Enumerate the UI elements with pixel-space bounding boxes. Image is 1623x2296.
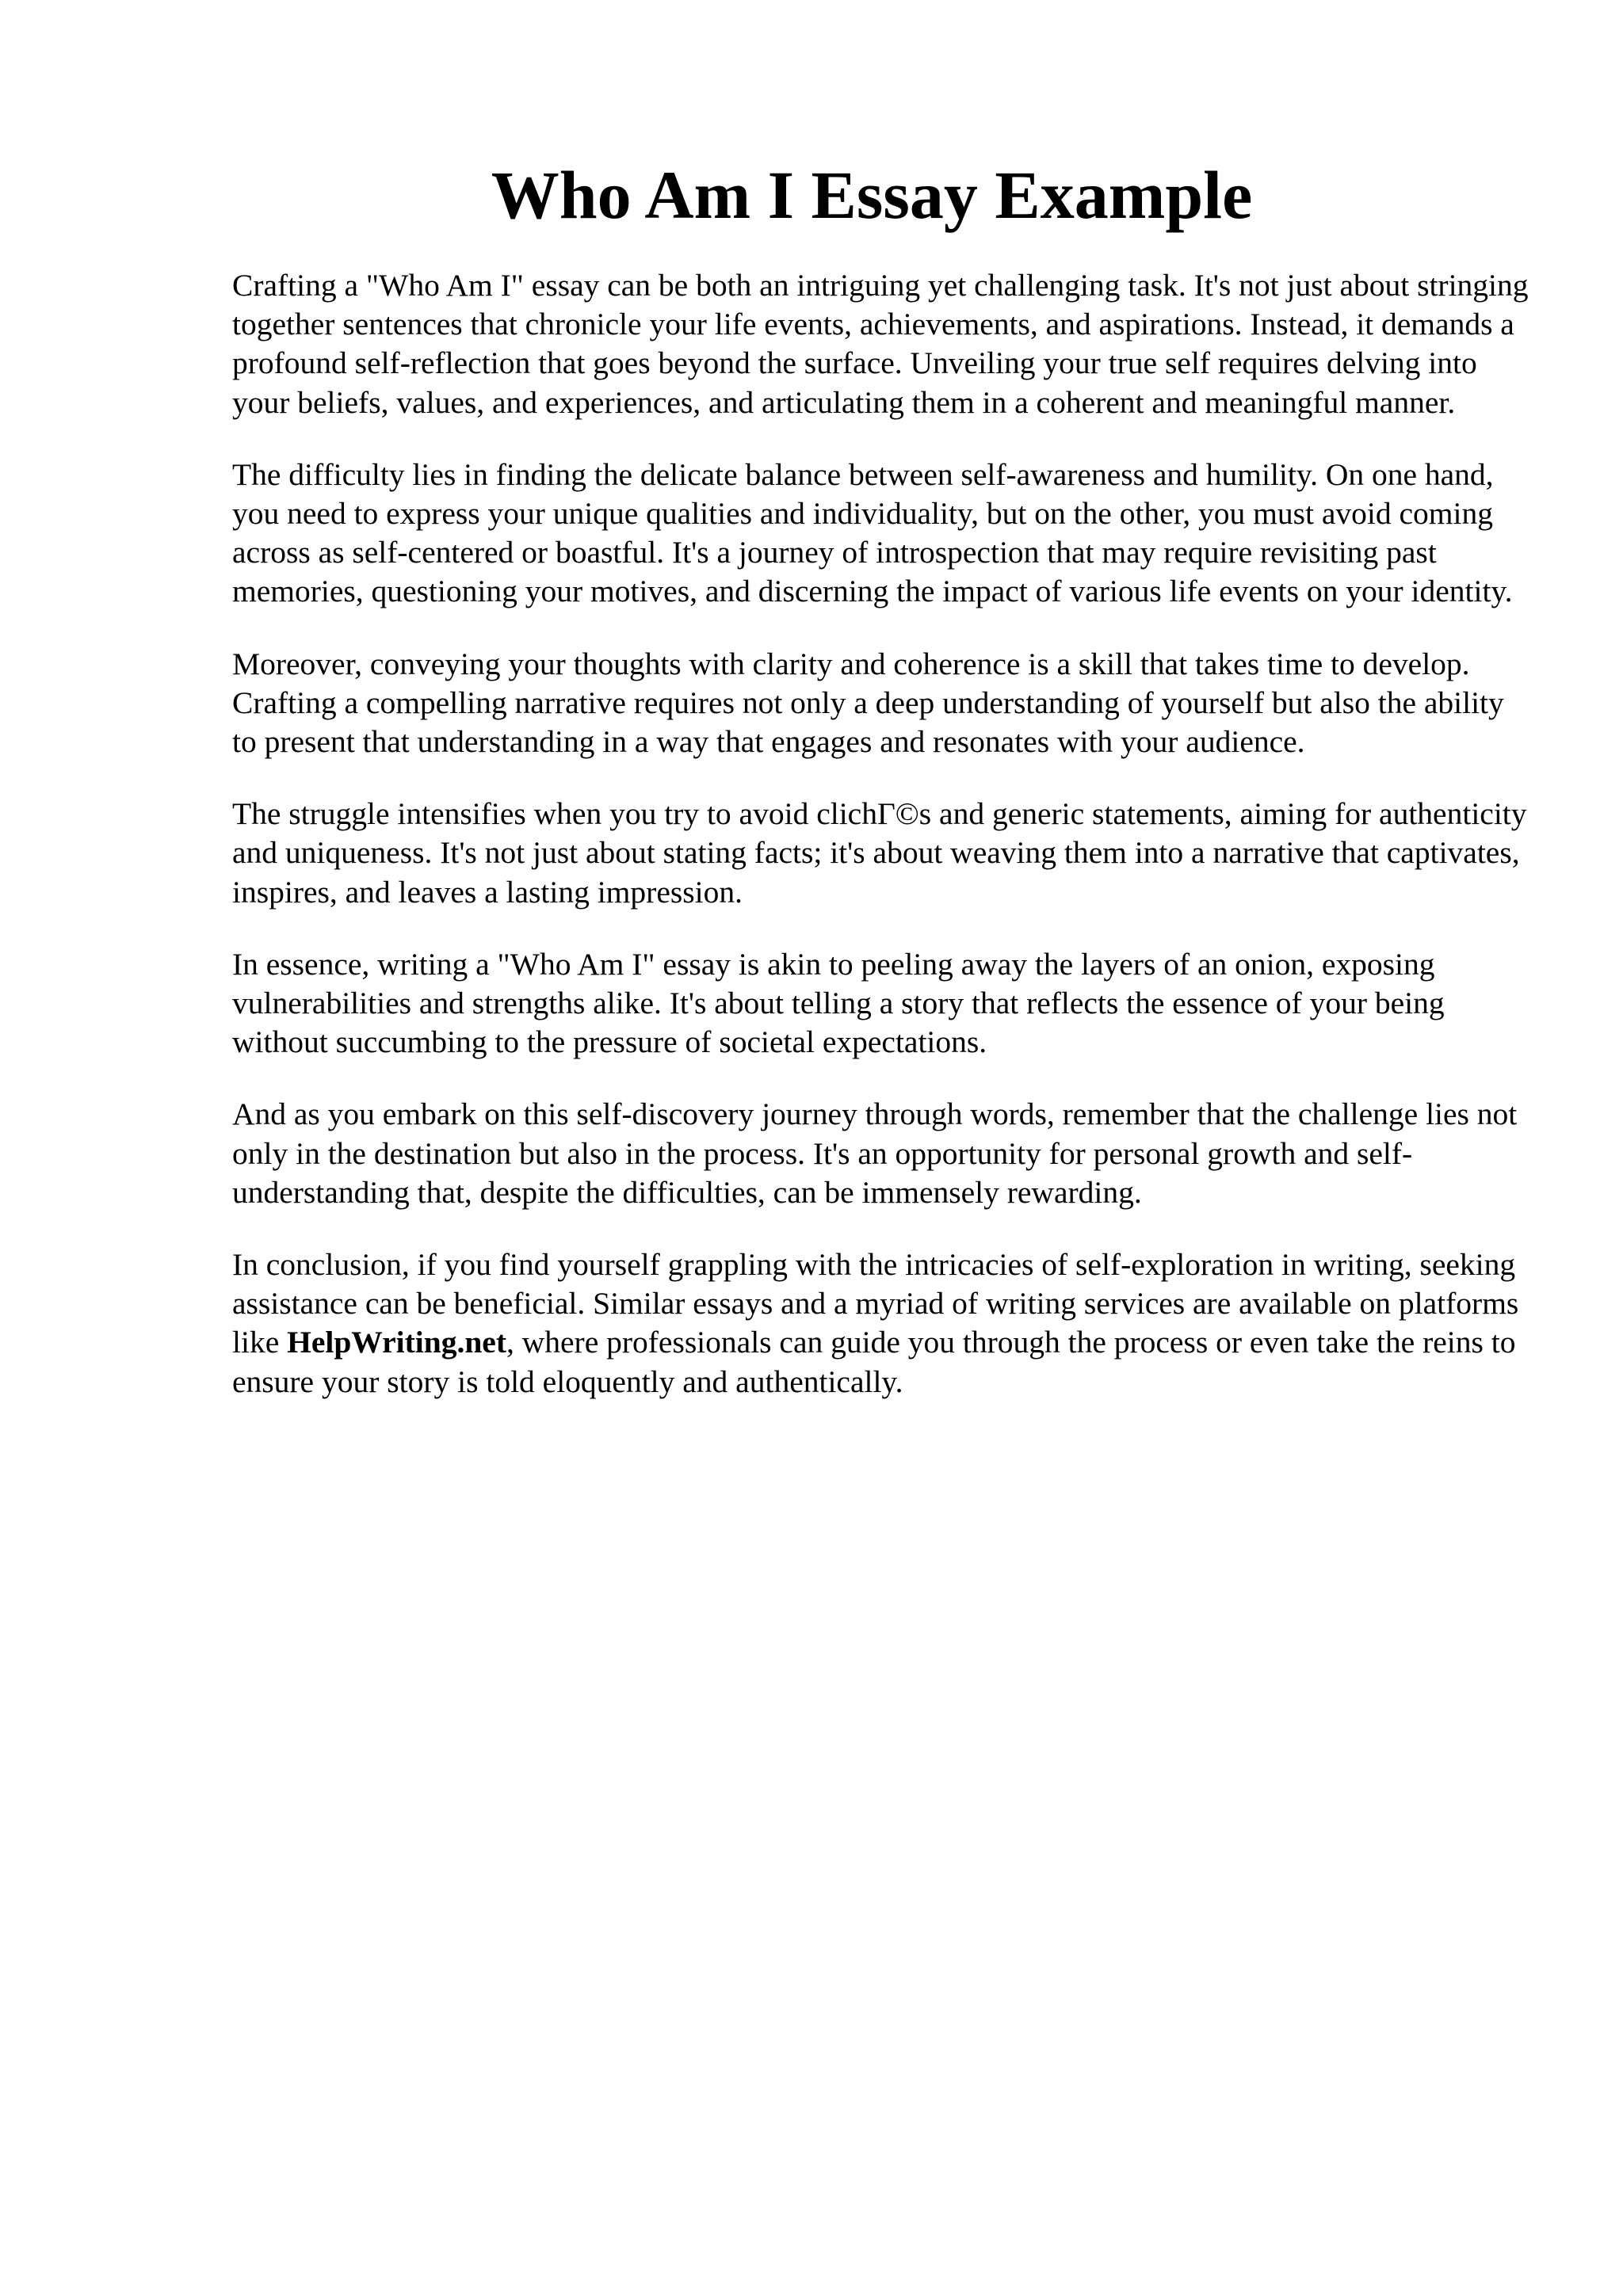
paragraph-difficulty: The difficulty lies in finding the delicate balance between self-awareness and humility. On one hand, you need to express your unique qualities and individuality, but on the other, you must avoid coming across as self-centered or boastful. It's a journey of introspection that may require revisiting past memories, questioning your motives, and discerning the impact of various life events on your identity. — [232, 456, 1513, 609]
conclusion-text-after: , where professionals can guide you through the process or even take the reins to ensure your story is told eloquently and authentically. — [232, 1325, 1516, 1399]
paragraph-journey: And as you embark on this self-discovery journey through words, remember that the challenge lies not only in the destination but also in the process. It's an opportunity for personal growth and self-understanding that, despite the difficulties, can be immensely rewarding. — [232, 1097, 1518, 1210]
paragraph-essence: In essence, writing a "Who Am I" essay is akin to peeling away the layers of an onion, exposing vulnerabilities and strengths alike. It's about telling a story that reflects the essence of your being without succumbing to the pressure of societal expectations. — [232, 946, 1445, 1060]
essay-body — [232, 266, 1532, 1435]
conclusion-text-before: In conclusion, if you find yourself grappling with the intricacies of self-exploration in writing, seeking assistance can be beneficial. Similar essays and a myriad of writing services are available on platforms like — [232, 1247, 1519, 1360]
paragraph-clarity: Moreover, conveying your thoughts with clarity and coherence is a skill that takes time to develop. Crafting a compelling narrative requires not only a deep understanding of yourself but also the ability to present that understanding in a way that engages and resonates with your audience. — [232, 646, 1504, 760]
paragraph-conclusion — [232, 1245, 1532, 1402]
paragraph-struggle: The struggle intensifies when you try to avoid clichΓ©s and generic statements, aiming for authenticity and uniqueness. It's not just about stating facts; it's about weaving them into a narrative that captivates, inspires, and leaves a lasting impression. — [232, 796, 1527, 910]
page-title: Who Am I Essay Example — [491, 157, 1253, 233]
brand-link[interactable]: HelpWriting.net — [287, 1325, 506, 1360]
paragraph-intro: Crafting a "Who Am I" essay can be both an intriguing yet challenging task. It's not just about stringing together sentences that chronicle your life events, achievements, and aspirations. Instead, it demands a profound self-reflection that goes beyond the surface. Unveiling your true self requires delving into your beliefs, values, and experiences, and articulating them in a coherent and meaningful manner. — [232, 268, 1529, 420]
